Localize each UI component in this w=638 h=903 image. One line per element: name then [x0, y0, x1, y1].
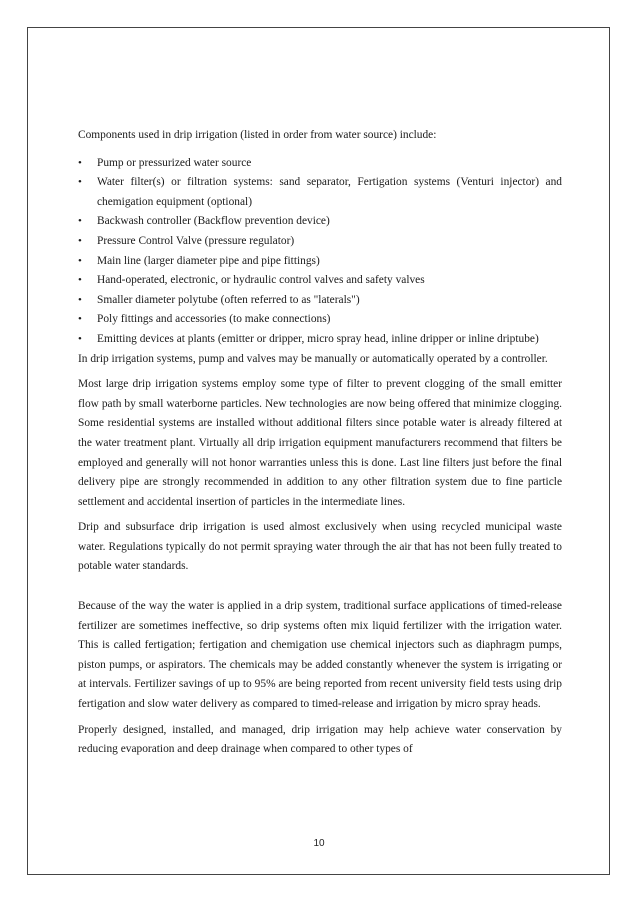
bullet-icon: • — [78, 156, 82, 169]
components-list — [78, 154, 562, 350]
bullet-icon: • — [78, 293, 82, 306]
bullet-icon: • — [78, 215, 82, 228]
paragraph-recycled-water: Drip and subsurface drip irrigation is used almost exclusively when using recycled municipal waste water. Regulations typically do not permit spraying water through the air that has not been fully treated to potable water standards. — [78, 521, 562, 573]
document-body — [78, 126, 562, 766]
paragraph-filters: Most large drip irrigation systems employ some type of filter to prevent clogging of the small emitter flow path by small waterborne particles. New technologies are now being offered that minimize clogging. Some residential systems are installed without additional filters since potable water is already filtered at the water treatment plant. Virtually all drip irrigation equipment manufacturers recommend that filters be employed and generally will not honor warranties unless this is done. Last line filters just before the final delivery pipe are strongly recommended in addition to any other filtration system due to fine particle settlement and accidental insertion of particles in the intermediate lines. — [78, 378, 562, 508]
page-number: 10 — [313, 838, 325, 849]
bullet-icon: • — [78, 176, 82, 189]
list-item: • Water filter(s) or filtration systems: sand separator, Fertigation systems (Venturi injector) and chemigation equipment (optional) — [78, 173, 562, 212]
bullet-icon: • — [78, 332, 82, 345]
bullet-icon: • — [78, 313, 82, 326]
paragraph-conservation: Properly designed, installed, and managed, drip irrigation may help achieve water conservation by reducing evaporation and deep drainage when compared to other types of — [78, 723, 562, 756]
bullet-icon: • — [78, 234, 82, 247]
intro-text: Components used in drip irrigation (listed in order from water source) include: — [78, 129, 437, 141]
list-item: • Pressure Control Valve (pressure regulator) — [78, 232, 562, 252]
list-item: • Poly fittings and accessories (to make connections) — [78, 310, 562, 330]
list-item: • Hand-operated, electronic, or hydraulic control valves and safety valves — [78, 271, 562, 291]
list-item: • Backwash controller (Backflow prevention device) — [78, 212, 562, 232]
paragraph-controller: In drip irrigation systems, pump and valves may be manually or automatically operated by a controller. — [78, 352, 548, 365]
list-item: • Smaller diameter polytube (often referred to as "laterals") — [78, 291, 562, 311]
bullet-icon: • — [78, 274, 82, 287]
bullet-icon: • — [78, 254, 82, 267]
list-item: • Pump or pressurized water source — [78, 154, 562, 174]
paragraph-fertigation: Because of the way the water is applied in a drip system, traditional surface applications of timed-release fertilizer are sometimes ineffective, so drip systems often mix liquid fertilizer with the irrigation water. This is called fertigation; fertigation and chemigation use chemical injectors such as diaphragm pumps, piston pumps, or aspirators. The chemicals may be added constantly whenever the system is irrigating or at intervals. Fertilizer savings of up to 95% are being reported from recent university field tests using drip fertigation and slow water delivery as compared to timed-release and irrigation by micro spray heads. — [78, 600, 562, 711]
list-item: • Main line (larger diameter pipe and pipe fittings) — [78, 252, 562, 272]
list-item: • Emitting devices at plants (emitter or dripper, micro spray head, inline dripper or inline driptube) — [78, 330, 562, 350]
